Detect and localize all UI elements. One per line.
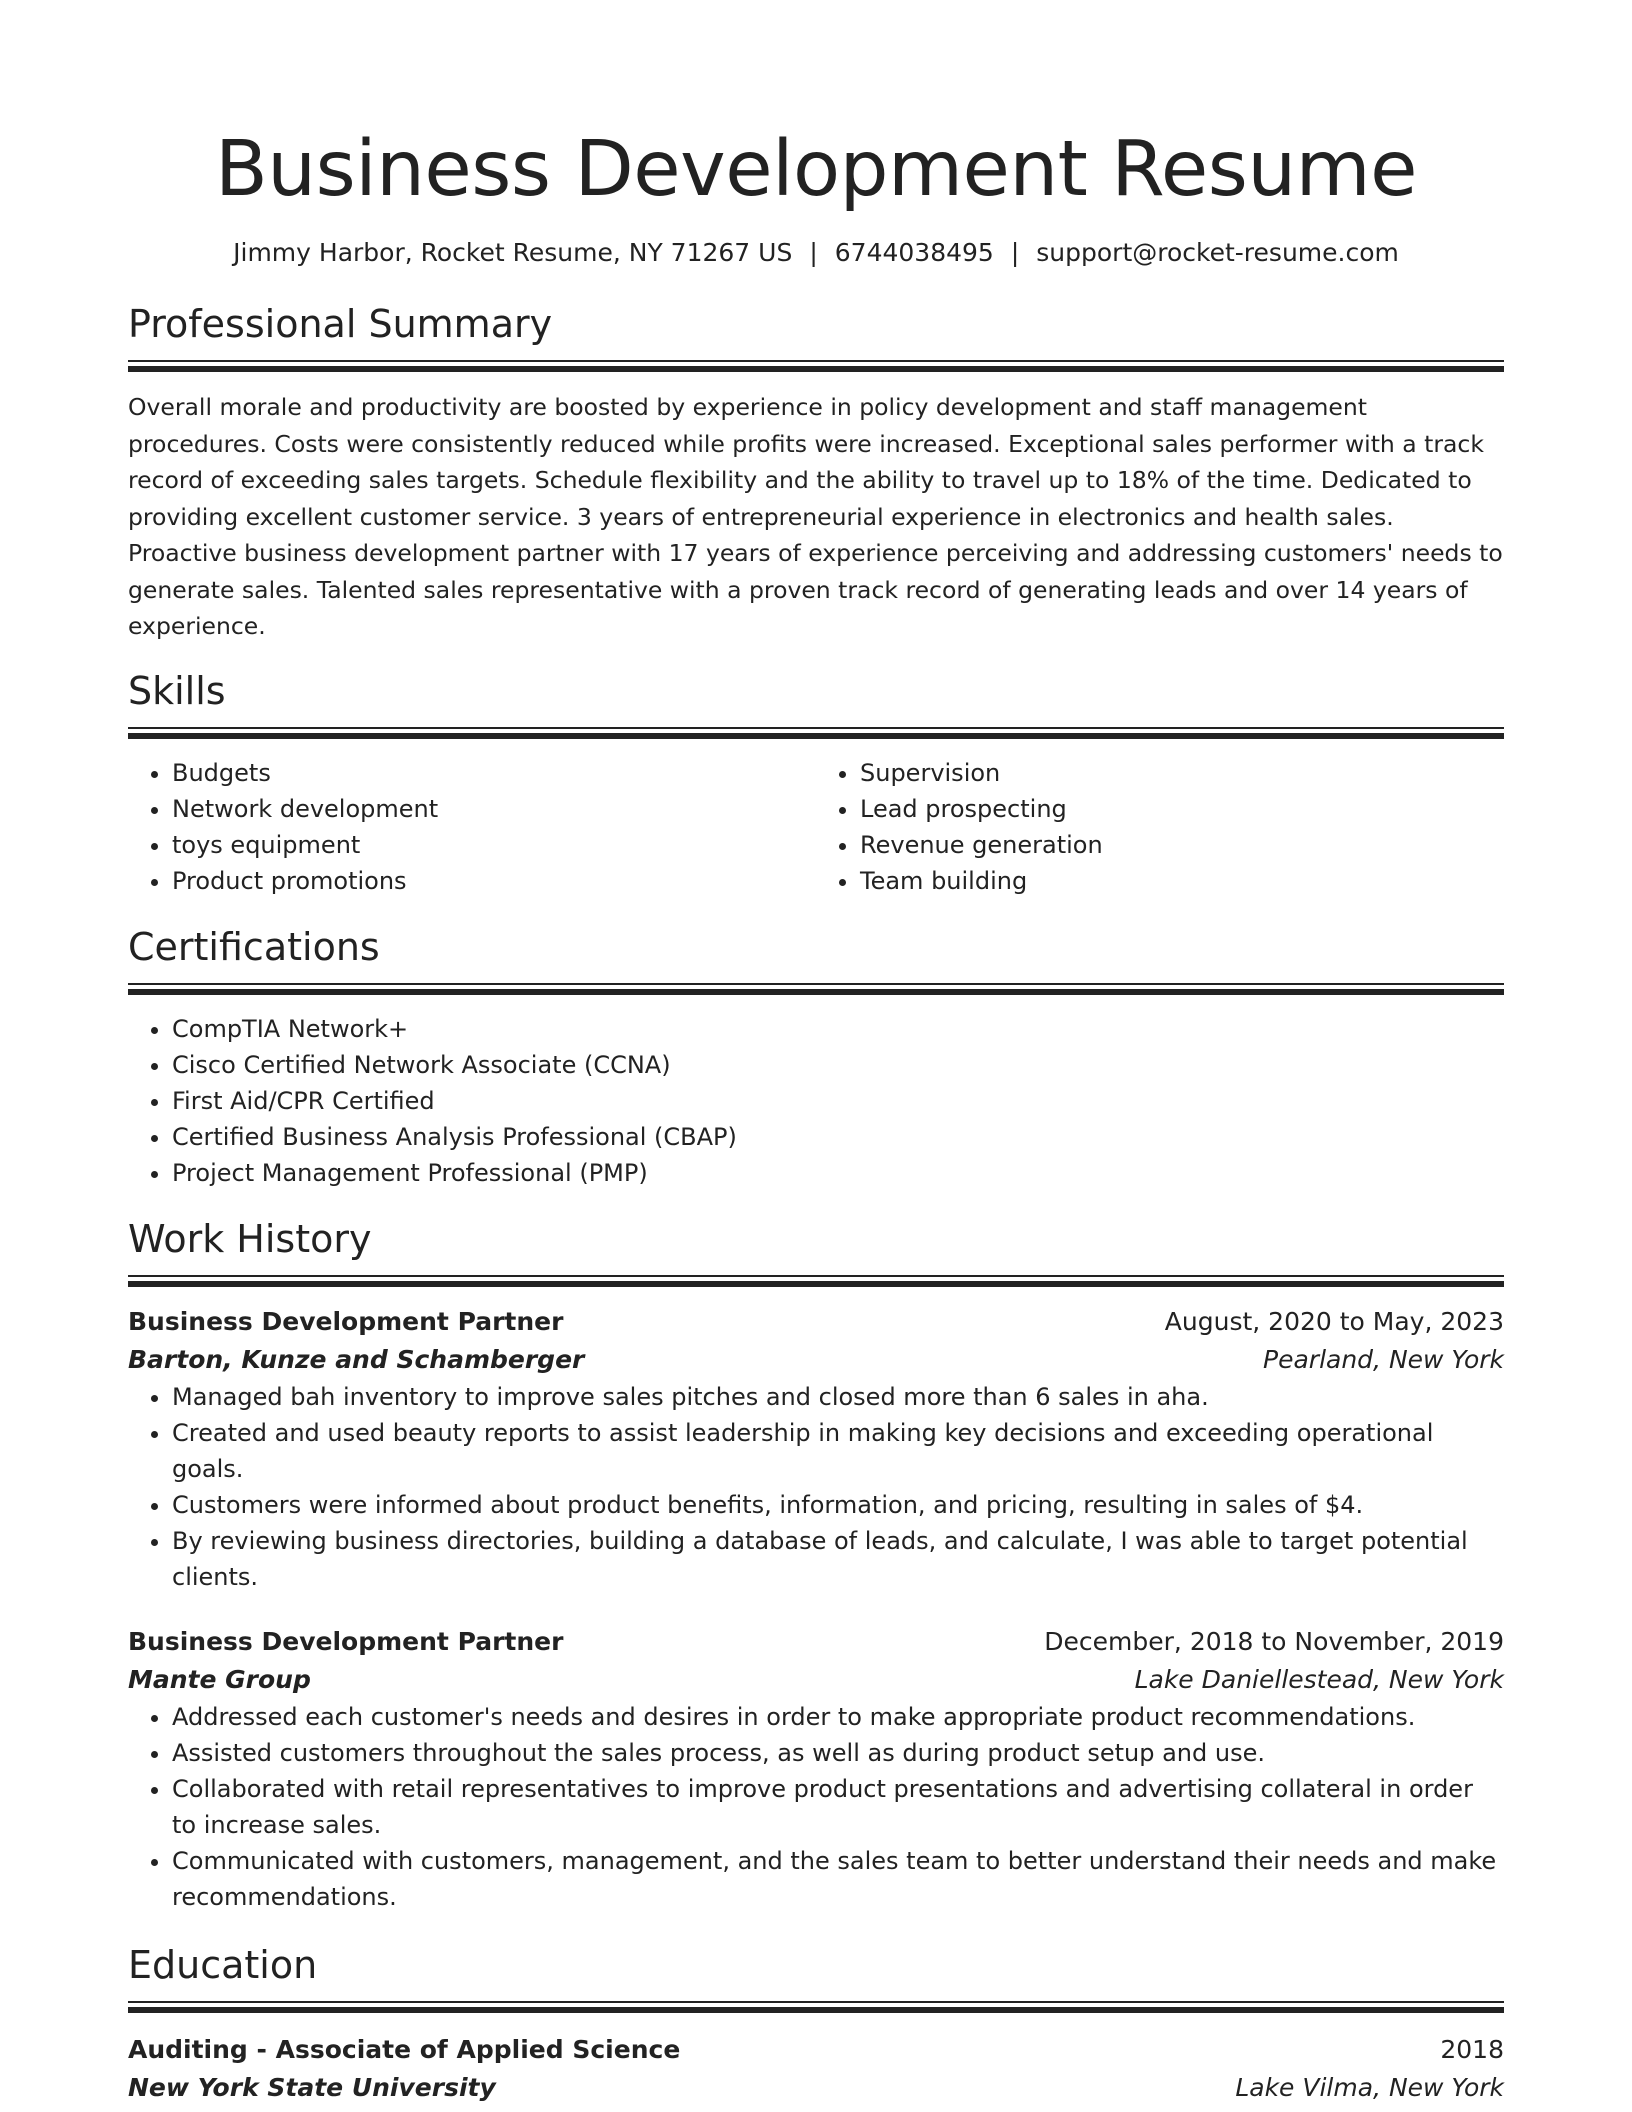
skill-item: • Revenue generation	[860, 827, 1504, 863]
section-heading-skills: Skills	[128, 668, 226, 713]
job-bullet: • By reviewing business directories, building a database of leads, and calculate, I was able to target potential clients.	[172, 1523, 1504, 1595]
job-location: Pearland, New York	[1263, 1344, 1504, 1374]
job-entry	[128, 1303, 1504, 1595]
job-company: Barton, Kunze and Schamberger	[128, 1344, 585, 1374]
work-history-section	[128, 1215, 1504, 1915]
contact-separator: |	[809, 238, 818, 267]
certifications-section	[128, 923, 1504, 1191]
section-heading-summary: Professional Summary	[128, 302, 553, 346]
job-bullet: • Created and used beauty reports to assist leadership in making key decisions and exceeding operational goals.	[172, 1415, 1504, 1487]
summary-section	[128, 300, 1504, 645]
skill-item: • Lead prospecting	[860, 791, 1504, 827]
job-dates: December, 2018 to November, 2019	[1044, 1626, 1504, 1656]
section-heading-work-history: Work History	[128, 1216, 372, 1261]
job-company: Mante Group	[128, 1664, 311, 1694]
summary-text: Overall morale and productivity are boosted by experience in policy development and staff management procedures. Costs were consistently reduced while profits were increased. Exceptional sales performer with a track record of exceeding sales targets. Schedule flexibility and the ability to travel up to 18% of the time. Dedicated to providing excellent customer service. 3 years of entrepreneurial experience in electronics and health sales. Proactive business development partner with 17 years of experience perceiving and addressing customers' needs to generate sales. Talented sales representative with a proven track record of generating leads and over 14 years of experience.	[128, 393, 1503, 640]
education-section	[128, 1941, 1504, 2107]
certification-item: • First Aid/CPR Certified	[172, 1083, 1504, 1119]
education-year: 2018	[1440, 2034, 1504, 2064]
section-heading-certifications: Certifications	[128, 924, 380, 969]
education-school: New York State University	[128, 2072, 496, 2102]
certification-item: • Certified Business Analysis Professional (CBAP)	[172, 1119, 1504, 1155]
skill-item: • Supervision	[860, 755, 1504, 791]
skills-list-left	[128, 755, 816, 899]
job-bullet-list	[128, 1699, 1504, 1915]
job-bullet-list	[128, 1379, 1504, 1595]
skill-item: • Budgets	[172, 755, 816, 791]
job-header-row	[128, 1623, 1504, 1661]
job-header-row	[128, 1303, 1504, 1341]
job-bullet: • Addressed each customer's needs and desires in order to make appropriate product recommendations.	[172, 1699, 1504, 1735]
skill-item: • Product promotions	[172, 863, 816, 899]
section-divider	[128, 2001, 1504, 2013]
education-location: Lake Vilma, New York	[1235, 2072, 1504, 2102]
skill-item: • Network development	[172, 791, 816, 827]
section-divider	[128, 360, 1504, 372]
section-divider	[128, 727, 1504, 739]
certification-item: • CompTIA Network+	[172, 1011, 1504, 1047]
skill-item: • Team building	[860, 863, 1504, 899]
education-school-row	[128, 2069, 1504, 2107]
job-title: Business Development Partner	[128, 1626, 564, 1656]
job-title: Business Development Partner	[128, 1306, 564, 1336]
skill-item: • toys equipment	[172, 827, 816, 863]
skills-section	[128, 667, 1504, 899]
job-dates: August, 2020 to May, 2023	[1164, 1306, 1504, 1336]
job-location: Lake Daniellestead, New York	[1134, 1664, 1504, 1694]
education-entry	[128, 2031, 1504, 2107]
certifications-list	[128, 1011, 1504, 1191]
job-company-row	[128, 1341, 1504, 1379]
section-heading-education: Education	[128, 1942, 318, 1987]
contact-line	[128, 236, 1504, 270]
resume-title: Business Development Resume	[214, 125, 1418, 214]
skills-grid	[128, 755, 1504, 899]
job-bullet: • Assisted customers throughout the sales process, as well as during product setup and use.	[172, 1735, 1504, 1771]
certification-item: • Project Management Professional (PMP)	[172, 1155, 1504, 1191]
skills-list-right	[816, 755, 1504, 899]
job-bullet: • Communicated with customers, management, and the sales team to better understand their needs and make recommendations.	[172, 1843, 1504, 1915]
contact-email: support@rocket-resume.com	[1036, 238, 1399, 267]
education-header-row	[128, 2031, 1504, 2069]
job-bullet: • Managed bah inventory to improve sales pitches and closed more than 6 sales in aha.	[172, 1379, 1504, 1415]
section-divider	[128, 1275, 1504, 1287]
section-divider	[128, 983, 1504, 995]
contact-separator: |	[1010, 238, 1020, 267]
job-entry	[128, 1623, 1504, 1915]
contact-address: Jimmy Harbor, Rocket Resume, NY 71267 US	[233, 238, 793, 267]
certification-item: • Cisco Certified Network Associate (CCNA)	[172, 1047, 1504, 1083]
contact-phone: 6744038495	[834, 238, 994, 267]
job-bullet: • Collaborated with retail representatives to improve product presentations and advertising collateral in order to increase sales.	[172, 1771, 1504, 1843]
job-company-row	[128, 1661, 1504, 1699]
education-degree: Auditing - Associate of Applied Science	[128, 2034, 681, 2064]
job-bullet: • Customers were informed about product benefits, information, and pricing, resulting in sales of $4.	[172, 1487, 1504, 1523]
